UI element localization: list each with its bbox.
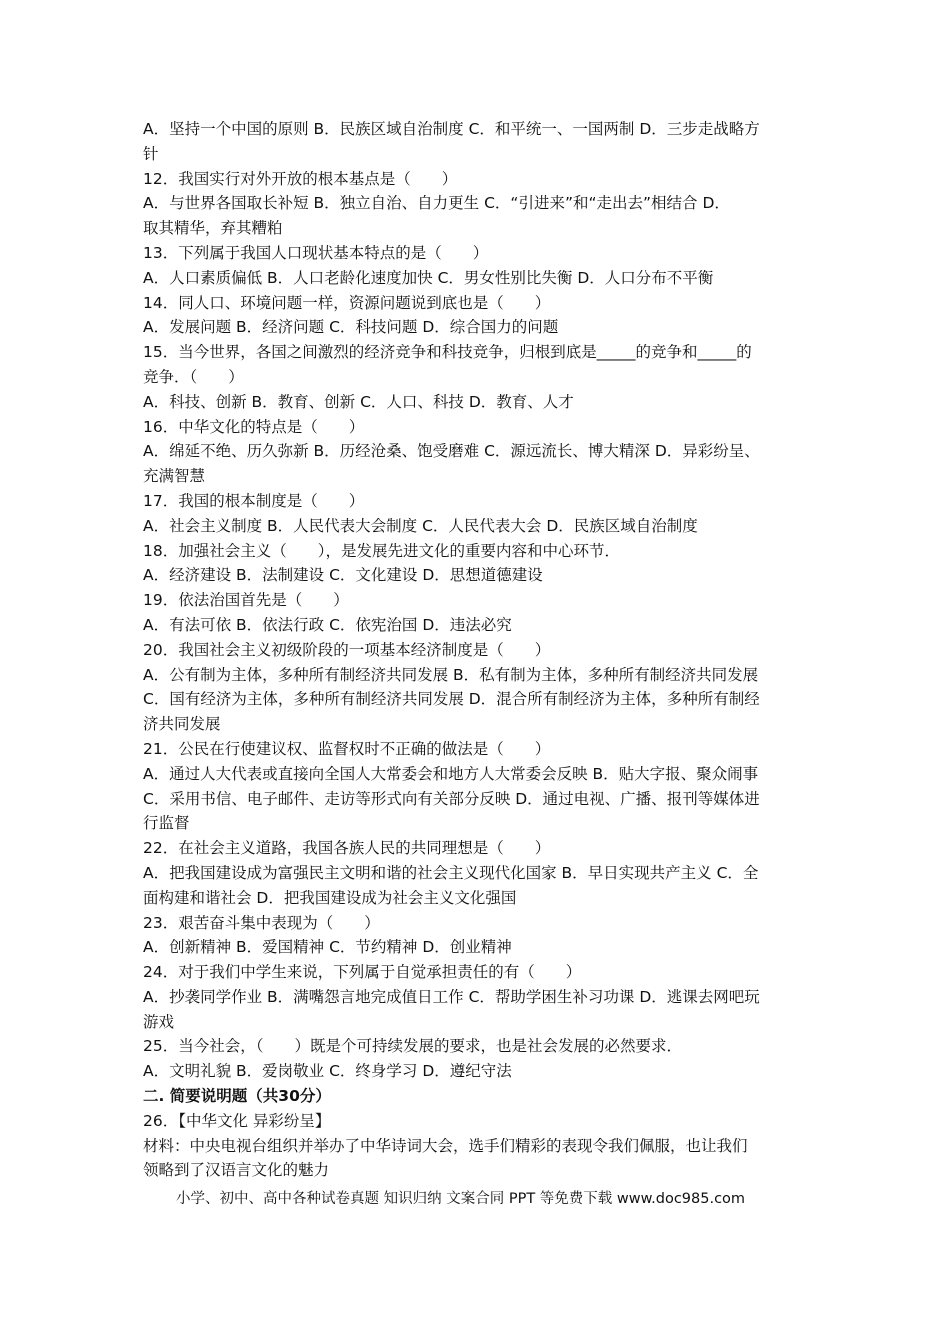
question-25: 25．当今社会，（ ）既是个可持续发展的要求，也是社会发展的必然要求． — [143, 1037, 682, 1056]
page-footer: 小学、初中、高中各种试卷真题 知识归纳 文案合同 PPT 等免费下载 www.doc985.com — [176, 1191, 746, 1207]
question-26-title: 26．【中华文化 异彩纷呈】 — [143, 1111, 331, 1130]
question-16: 16．中华文化的特点是（ ） — [143, 417, 365, 436]
text-line: A．创新精神 B．爱国精神 C．节约精神 D．创业精神 — [143, 938, 512, 957]
text-line: A．文明礼貌 B．爱岗敬业 C．终身学习 D．遵纪守法 — [143, 1062, 512, 1081]
text-line: C．采用书信、电子邮件、走访等形式向有关部分反映 D．通过电视、广播、报刊等媒体进 — [143, 789, 760, 808]
text-line: 竞争．（ ） — [143, 367, 244, 386]
question-13: 13．下列属于我国人口现状基本特点的是（ ） — [143, 243, 489, 262]
text-line: A．通过人大代表或直接向全国人大常委会和地方人大常委会反映 B．贴大字报、聚众闹事 — [143, 764, 759, 783]
section-heading: 二. 简要说明题（共30分） — [143, 1087, 331, 1106]
text-line: A．发展问题 B．经济问题 C．科技问题 D．综合国力的问题 — [143, 318, 559, 337]
text-line: 面构建和谐社会 D．把我国建设成为社会主义文化强国 — [143, 888, 517, 907]
text-line: A．抄袭同学作业 B．满嘴怨言地完成值日工作 C．帮助学困生补习功课 D．逃课去网吧玩 — [143, 987, 760, 1006]
question-23: 23．艰苦奋斗集中表现为（ ） — [143, 913, 380, 932]
text-line: C．国有经济为主体，多种所有制经济共同发展 D．混合所有制经济为主体，多种所有制经 — [143, 690, 760, 709]
text-line: A．有法可依 B．依法行政 C．依宪治国 D．违法必究 — [143, 615, 512, 634]
question-12: 12．我国实行对外开放的根本基点是（ ） — [143, 169, 458, 188]
text-line: A．科技、创新 B．教育、创新 C．人口、科技 D．教育、人才 — [143, 392, 574, 411]
text-line: A．社会主义制度 B．人民代表大会制度 C．人民代表大会 D．民族区域自治制度 — [143, 516, 698, 535]
question-19: 19．依法治国首先是（ ） — [143, 591, 349, 610]
text-line: 游戏 — [143, 1012, 175, 1031]
text-line: A．绵延不绝、历久弥新 B．历经沧桑、饱受磨难 C．源远流长、博大精深 D．异彩纷呈、 — [143, 442, 760, 461]
question-18: 18．加强社会主义（ ），是发展先进文化的重要内容和中心环节． — [143, 541, 620, 560]
text-line: 针 — [143, 144, 159, 163]
text-line: 济共同发展 — [143, 715, 221, 734]
question-26-material: 材料：中央电视台组织并举办了中华诗词大会，选手们精彩的表现令我们佩服，也让我们 — [143, 1136, 748, 1155]
question-26-material-cont: 领略到了汉语言文化的魅力 — [143, 1161, 330, 1180]
question-17: 17．我国的根本制度是（ ） — [143, 491, 365, 510]
question-22: 22．在社会主义道路，我国各族人民的共同理想是（ ） — [143, 839, 551, 858]
text-line: A．人口素质偏低 B．人口老龄化速度加快 C．男女性别比失衡 D．人口分布不平衡 — [143, 268, 714, 287]
question-14: 14．同人口、环境问题一样，资源问题说到底也是（ ） — [143, 293, 551, 312]
text-line: A．经济建设 B．法制建设 C．文化建设 D．思想道德建设 — [143, 566, 543, 585]
text-line: 充满智慧 — [143, 467, 206, 486]
question-20: 20．我国社会主义初级阶段的一项基本经济制度是（ ） — [143, 640, 551, 659]
question-15: 15．当今世界，各国之间激烈的经济竞争和科技竞争，归根到底是_____的竞争和_____的 — [143, 343, 752, 362]
question-21: 21．公民在行使建议权、监督权时不正确的做法是（ ） — [143, 739, 551, 758]
text-line: A．与世界各国取长补短 B．独立自治、自力更生 C．“引进来”和“走出去”相结合 D． — [143, 194, 730, 213]
text-line: A．坚持一个中国的原则 B．民族区域自治制度 C．和平统一、一国两制 D．三步走战略方 — [143, 120, 760, 138]
text-line: A．公有制为主体，多种所有制经济共同发展 B．私有制为主体，多种所有制经济共同发展 — [143, 665, 759, 684]
question-24: 24．对于我们中学生来说，下列属于自觉承担责任的有（ ） — [143, 963, 582, 982]
text-line: A．把我国建设成为富强民主文明和谐的社会主义现代化国家 B．早日实现共产主义 C．全 — [143, 863, 759, 882]
text-line: 取其精华，弃其糟粕 — [143, 219, 283, 238]
exam-content — [143, 117, 815, 1183]
text-line: 行监督 — [143, 814, 190, 833]
